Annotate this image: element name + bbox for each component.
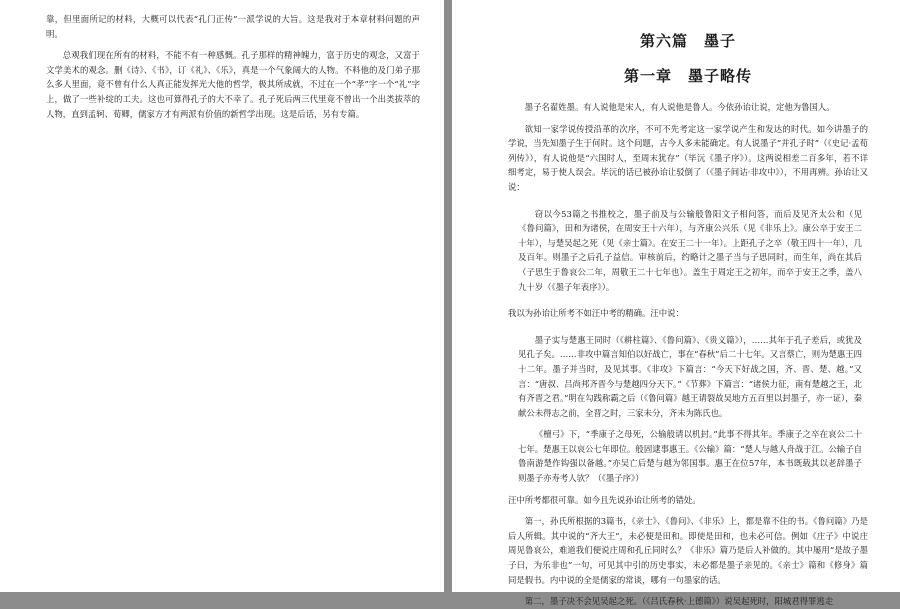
left-paragraph-1: 靠，但里面所记的材料，大概可以代表“孔门正传”一派学说的大旨。这是我对于本章材料问题的声明。 — [46, 14, 420, 39]
mid-text-wang: 我以为孙诒让所考不如汪中考的精确。汪中说： — [508, 308, 684, 319]
quote-sun-text: 窃以今53篇之书推校之，墨子前及与公输般鲁阳文子相问答，而后及见齐太公和（见《鲁问篇》，田和为诸侯，在周安王十六年），与齐康公兴乐（见《非乐上》。康公卒于安王二十年），与楚吴起之死（见《亲士篇》。在安王二十一年）。上距孔子之卒（敬王四十一年），几及百年。则墨子之后孔子益信。审核前后，约略计之墨子当与子思同时，而生年，尚在其后（子思生于鲁哀公二年，周敬王二十七年也）。盖生于周定王之初年，而卒于安王之季，盖八九十岁（《墨子年表序》）。 — [518, 208, 862, 292]
quote-wang-text-1: 墨子实与楚惠王同时（《耕柱篇》、《鲁问篇》、《贵义篇》），……其年于孔子差后，或犹及见孔子矣。……非攻中篇言知伯以好战亡，事在“春秋”后二十七年。又言蔡亡，则为楚惠王四十二年。墨子并当时，及见其事。《非攻》下篇言：“今天下好战之国，齐、晋、楚、越。”又言：“唐叔、吕尚邦齐晋今与楚越四分天下。”《节葬》下篇言：“诸侯力征，南有楚越之王，北有齐晋之君。”明在勾践称霸之后（《鲁问篇》越王请裂故吴地方五百里以封墨子，亦一证），秦献公未得志之前，全晋之时，三家未分，齐未为陈氏也。 — [518, 334, 862, 418]
right-paragraph-second: 第二，墨子决不会见吴起之死。（《吕氏春秋·上德篇》）说吴起死时，阳城君得罪逃走 — [524, 596, 834, 607]
quote-wang-text-2: 《檀弓》下，“季康子之母死，公输般请以机封。”此事不得其年。季康子之卒在哀公二十七年。楚惠王以哀公七年即位。般固逮事惠王。《公输》篇：“楚人与越人舟战于江。公输子自鲁南游楚作钩强以备越。”亦吴亡后楚与越为邻国事。惠王在位57年，本书既载其以老辞墨子则墨子亦寿考人欤？（《墨子序》） — [518, 429, 862, 484]
chapter-title: 第一章 墨子略传 — [623, 67, 752, 85]
part-title: 第六篇 墨子 — [639, 32, 736, 50]
left-paragraph-2: 总观我们现在所有的材料，不能不有一种感慨。孔子那样的精神魄力，富于历史的观念，又富于文学美术的观念。删《诗》、《书》，订《礼》、《乐》，真是一个气象阔大的人物。不料他的及门弟子那么多人里面，竟不曾有什么人真正能发挥光大他的哲学，极其所成就，不过在一个“孝”字一个“礼”字上，做了一些补绽的工夫。这也可算得孔子的大不幸了。孔子死后两三代里竟不曾出一个出类拔萃的人物，直到孟轲、荀卿，儒家方才有两派有价值的新哲学出现。这是后话，另有专篇。 — [46, 50, 420, 119]
right-paragraph-first: 第一，孙氏所根据的3篇书，《亲士》、《鲁问》、《非乐》上，都是靠不住的书。《鲁问篇》乃是后人所辑。其中说的“齐大王”，未必便是田和。即使是田和，也未必可信。例如《庄子》中说庄周见鲁哀公，难道我们便说庄周和孔丘同时么？《非乐》篇乃是后人补做的。其中屡用“是故子墨子曰，为乐非也”一句，可见其中引的历史事实，未必都是墨子亲见的。《亲士》篇和《修身》篇同是假书。内中说的全是儒家的常谈，哪有一句墨家的话。 — [508, 516, 868, 585]
left-page — [0, 0, 444, 592]
block-quote-wang — [508, 333, 868, 486]
mid-text-errors: 汪中所考都很可靠。如今且先说孙诒让所考的错处。 — [508, 494, 701, 505]
right-paragraph-1: 墨子名翟姓墨。有人说他是宋人，有人说他是鲁人。今依孙诒让说，定他为鲁国人。 — [524, 102, 835, 112]
block-quote-sun — [508, 207, 868, 295]
right-paragraph-2: 欲知一家学说传授沿革的次序，不可不先考定这一家学说产生和发达的时代。如今讲墨子的学说，当先知墨子生于何时。这个问题，古今人多未能确定。有人说墨子“并孔子时”（《史记·孟荀列传》），有人说他是“六国时人，至周末犹存”（毕沅《墨子序》）。这两说相差二百多年，若不详细考定，易于使人误会。毕沅的话已被孙诒让驳倒了（《墨子间诂·非攻中》），不用再辨。孙诒让又说： — [508, 123, 868, 192]
right-page — [452, 0, 900, 607]
